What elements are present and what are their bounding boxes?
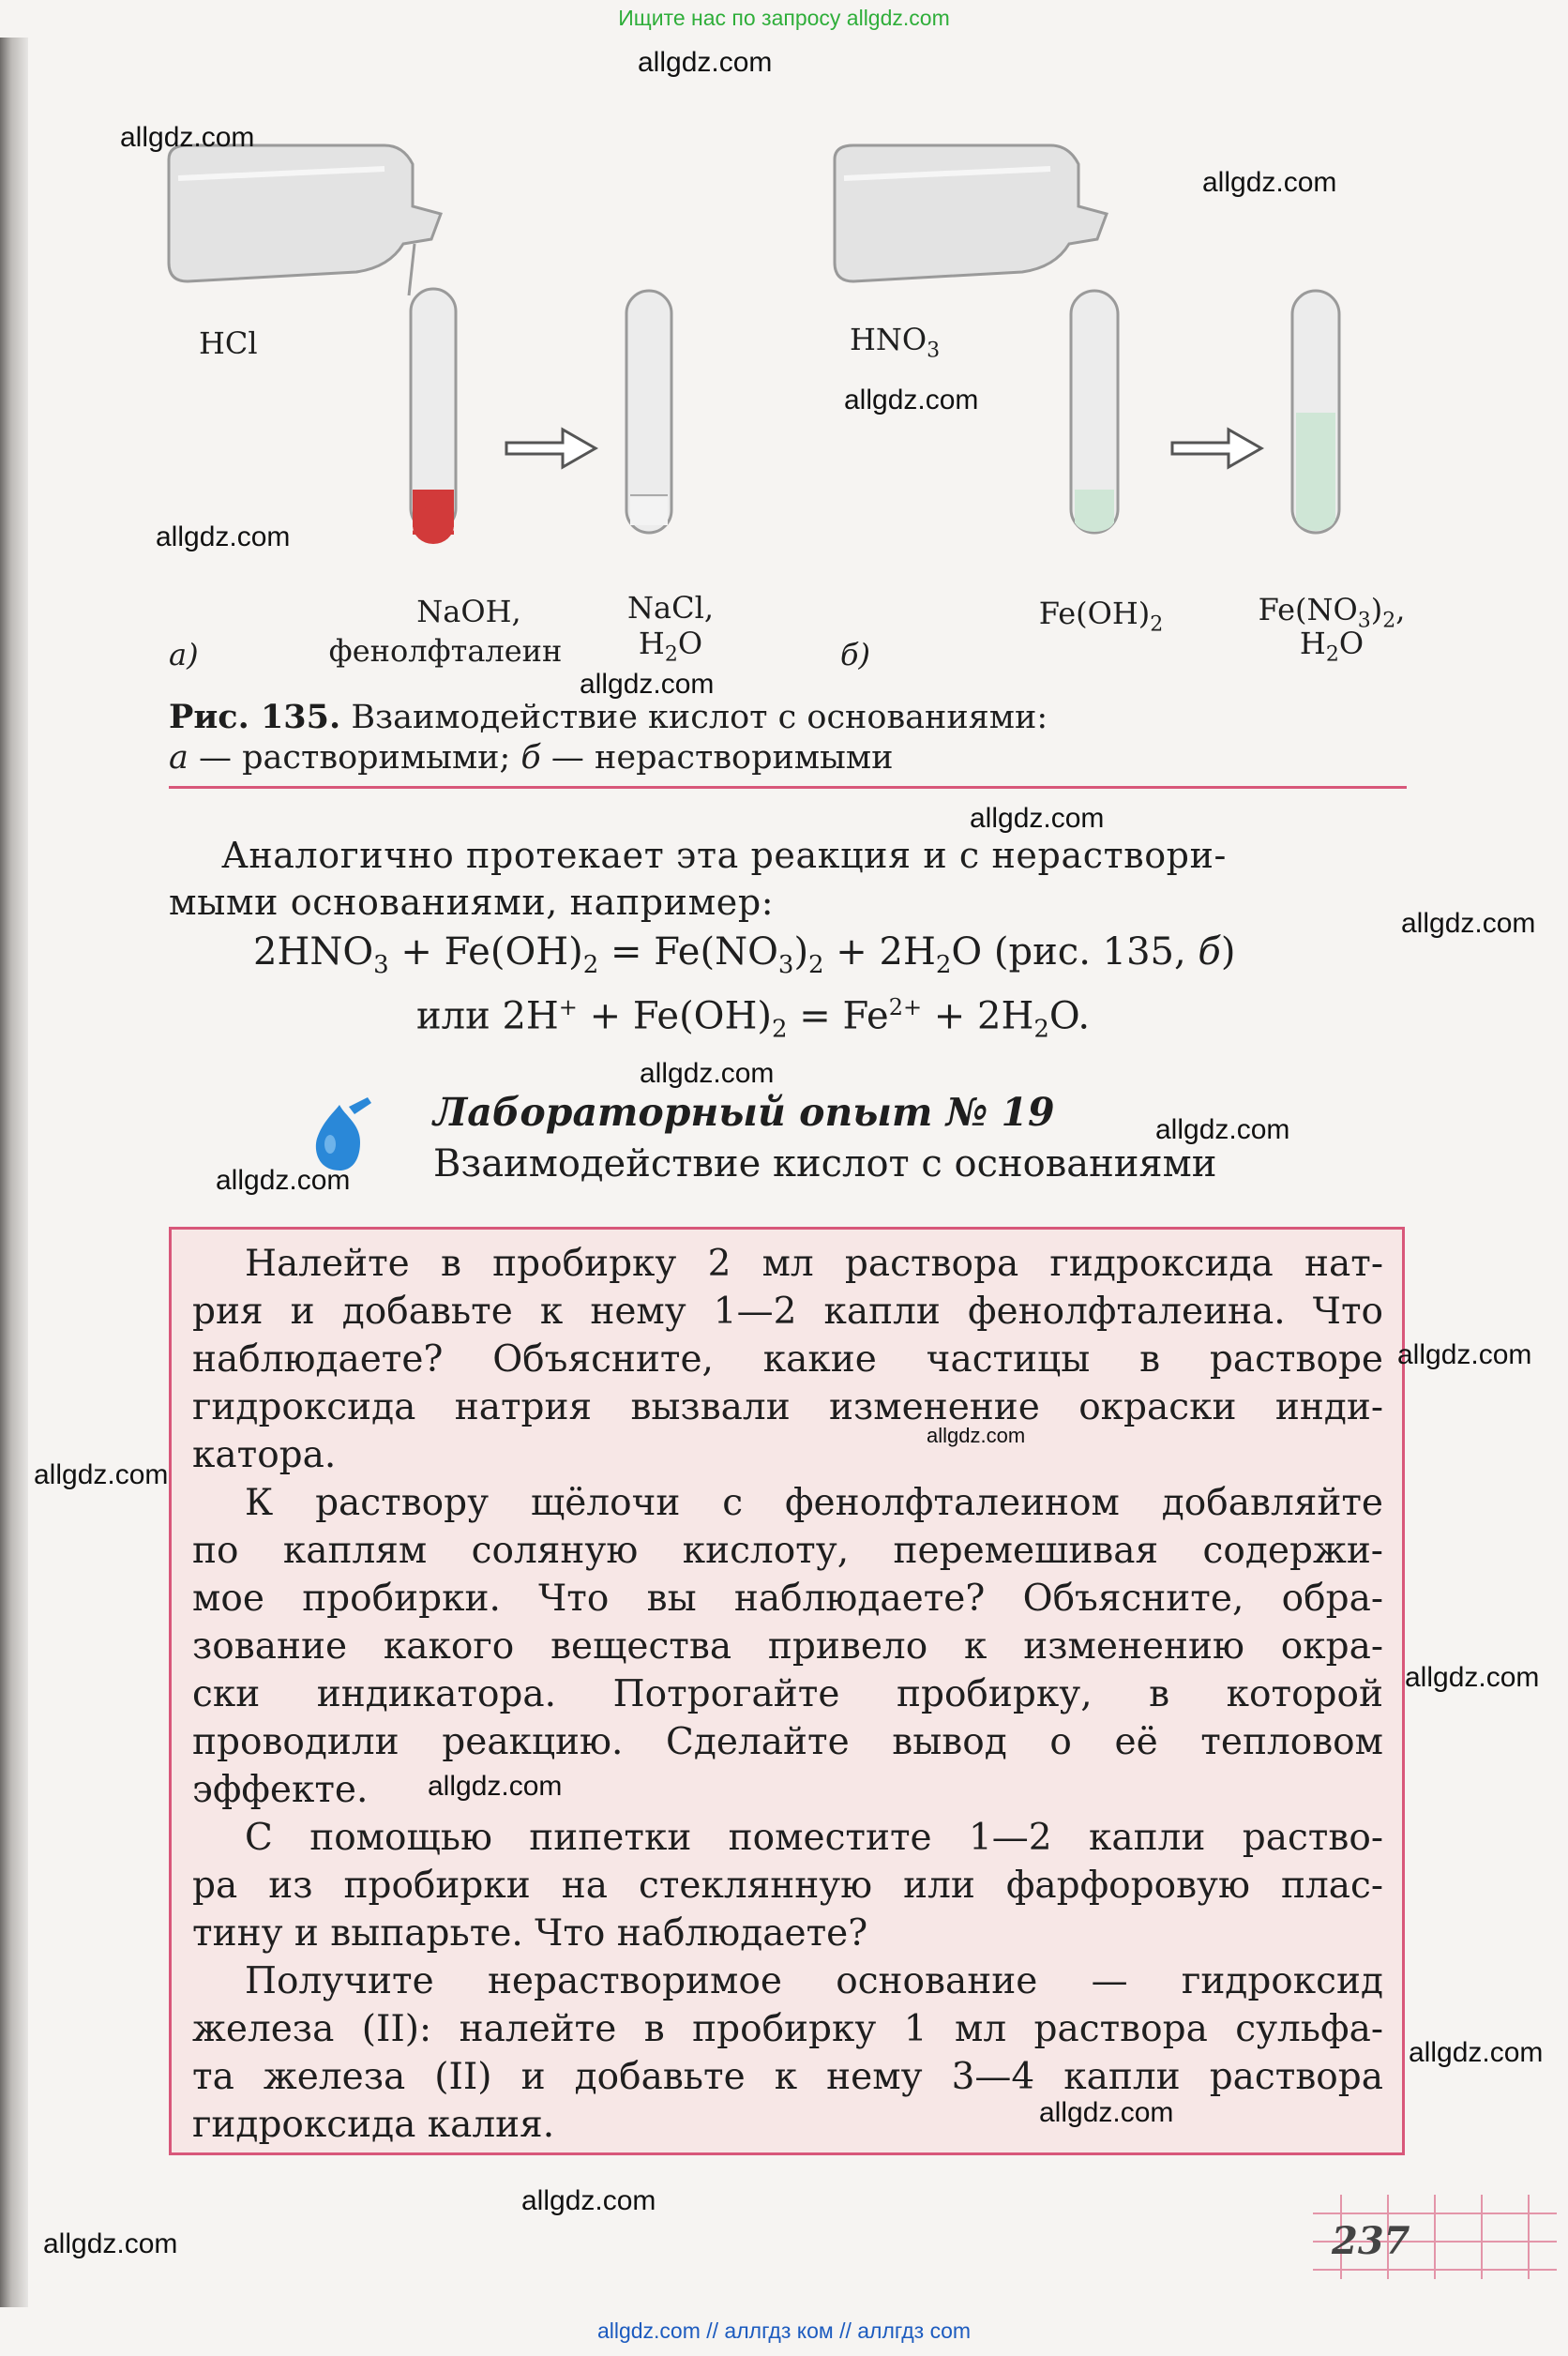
lab-line: гидроксида натрия вызвали изменение окраски инди- bbox=[192, 1386, 1383, 1428]
hno3-bottle bbox=[835, 145, 1107, 281]
caption-divider bbox=[169, 786, 1407, 789]
lab-line: зование какого вещества привело к изменению окра- bbox=[192, 1625, 1383, 1668]
lab-line: мое пробирки. Что вы наблюдаете? Объясните, обра- bbox=[192, 1578, 1383, 1620]
top-banner-link[interactable]: Ищите нас по запросу allgdz.com bbox=[618, 6, 950, 30]
tube-fe-oh-2 bbox=[1071, 291, 1118, 533]
label-naoh: NaOH, bbox=[416, 594, 521, 629]
label-water-2: $H_2O$ bbox=[1299, 626, 1364, 667]
lab-instructions-box bbox=[169, 1227, 1405, 2155]
lab-line: К раствору щёлочи с фенолфталеином добавляйте bbox=[245, 1482, 1383, 1524]
watermark: allgdz.com bbox=[1401, 908, 1536, 939]
lab-line: по каплям соляную кислоту, перемешивая содержи- bbox=[192, 1530, 1383, 1572]
lab-line: эффекте. bbox=[192, 1769, 369, 1811]
label-fe-no3-2: $Fe(NO_3)_2$, bbox=[1258, 592, 1406, 633]
watermark: allgdz.com bbox=[34, 1459, 169, 1490]
watermark: allgdz.com bbox=[428, 1771, 563, 1802]
lab-line: проводили реакцию. Сделайте вывод о её тепловом bbox=[192, 1721, 1383, 1763]
watermark: allgdz.com bbox=[120, 122, 255, 153]
watermark: allgdz.com bbox=[640, 1058, 775, 1089]
lab-line: наблюдаете? Объясните, какие частицы в растворе bbox=[192, 1338, 1383, 1381]
figure-caption-line-2: а — растворимыми; б — нерастворимыми bbox=[169, 739, 894, 777]
page-binding-shadow bbox=[0, 38, 28, 2307]
watermark: allgdz.com bbox=[521, 2185, 656, 2216]
equation-ionic: или $2H^+ + Fe(OH)_2 = Fe^{2+} + 2H_2O$. bbox=[416, 994, 1091, 1044]
label-fe-oh-2: $Fe(OH)_2$ bbox=[1038, 596, 1164, 637]
watermark: allgdz.com bbox=[927, 1424, 1026, 1447]
arrow-right-1 bbox=[506, 430, 596, 467]
lab-line: ра из пробирки на стеклянную или фарфоровую плас- bbox=[192, 1865, 1383, 1907]
label-hno3: $HNO_3$ bbox=[850, 322, 941, 363]
watermark: allgdz.com bbox=[156, 521, 291, 552]
part-b-label: б) bbox=[840, 637, 871, 672]
watermark: allgdz.com bbox=[216, 1165, 351, 1196]
tube-naoh-phenolphthalein bbox=[409, 244, 456, 544]
watermark: allgdz.com bbox=[638, 47, 773, 78]
lab-line: С помощью пипетки поместите 1—2 капли раство- bbox=[245, 1817, 1383, 1859]
watermark: allgdz.com bbox=[1039, 2097, 1174, 2128]
label-hcl: HCl bbox=[199, 325, 258, 361]
watermark: allgdz.com bbox=[970, 803, 1105, 834]
paragraph-line-2: мыми основаниями, например: bbox=[169, 882, 775, 923]
watermark: allgdz.com bbox=[844, 385, 979, 415]
lab-line: тину и выпарьте. Что наблюдаете? bbox=[192, 1912, 868, 1955]
watermark: allgdz.com bbox=[1155, 1114, 1290, 1145]
equation-molecular: $2HNO_3 + Fe(OH)_2 = Fe(NO_3)_2 + 2H_2O$ (рис. 135, б) bbox=[253, 930, 1236, 979]
watermark: allgdz.com bbox=[43, 2228, 178, 2259]
watermark: allgdz.com bbox=[580, 669, 715, 700]
lab-line: железа (II): налейте в пробирку 1 мл раствора сульфа- bbox=[192, 2008, 1383, 2050]
figure-caption-line-1: Рис. 135. Взаимодействие кислот с основаниями: bbox=[169, 698, 1048, 736]
lab-line: Получите нерастворимое основание — гидроксид bbox=[245, 1960, 1383, 2002]
lab-line: рия и добавьте к нему 1—2 капли фенолфталеина. Что bbox=[192, 1291, 1383, 1333]
label-phenolphthalein: фенолфталеин bbox=[328, 633, 563, 669]
lab-experiment-drop-icon bbox=[306, 1095, 373, 1174]
paragraph-line-1: Аналогично протекает эта реакция и с нераствори- bbox=[221, 835, 1227, 876]
tube-fe-no3-2 bbox=[1292, 291, 1339, 533]
bottom-banner-link[interactable]: allgdz.com // аллгдз ком // аллгдз com bbox=[596, 2318, 972, 2343]
lab-line: гидроксида калия. bbox=[192, 2104, 555, 2146]
tube-nacl-water bbox=[626, 291, 671, 533]
lab-line: та железа (II) и добавьте к нему 3—4 капли раствора bbox=[192, 2056, 1383, 2098]
part-a-label: а) bbox=[169, 637, 199, 672]
watermark: allgdz.com bbox=[1409, 2037, 1544, 2068]
watermark: allgdz.com bbox=[1405, 1662, 1540, 1693]
lab-line: ски индикатора. Потрогайте пробирку, в которой bbox=[192, 1673, 1383, 1715]
lab-line: катора. bbox=[192, 1434, 337, 1476]
lab-experiment-title: Лабораторный опыт № 19 bbox=[433, 1090, 1055, 1135]
hcl-bottle bbox=[169, 145, 441, 281]
lab-experiment-subtitle: Взаимодействие кислот с основаниями bbox=[433, 1142, 1217, 1186]
page-number: 237 bbox=[1332, 2219, 1410, 2263]
lab-line: Налейте в пробирку 2 мл раствора гидроксида нат- bbox=[245, 1243, 1383, 1285]
watermark: allgdz.com bbox=[1397, 1339, 1532, 1370]
label-water-1: $H_2O$ bbox=[638, 626, 703, 667]
watermark: allgdz.com bbox=[1202, 167, 1337, 198]
label-nacl: NaCl, bbox=[627, 590, 714, 626]
arrow-right-2 bbox=[1172, 430, 1261, 467]
